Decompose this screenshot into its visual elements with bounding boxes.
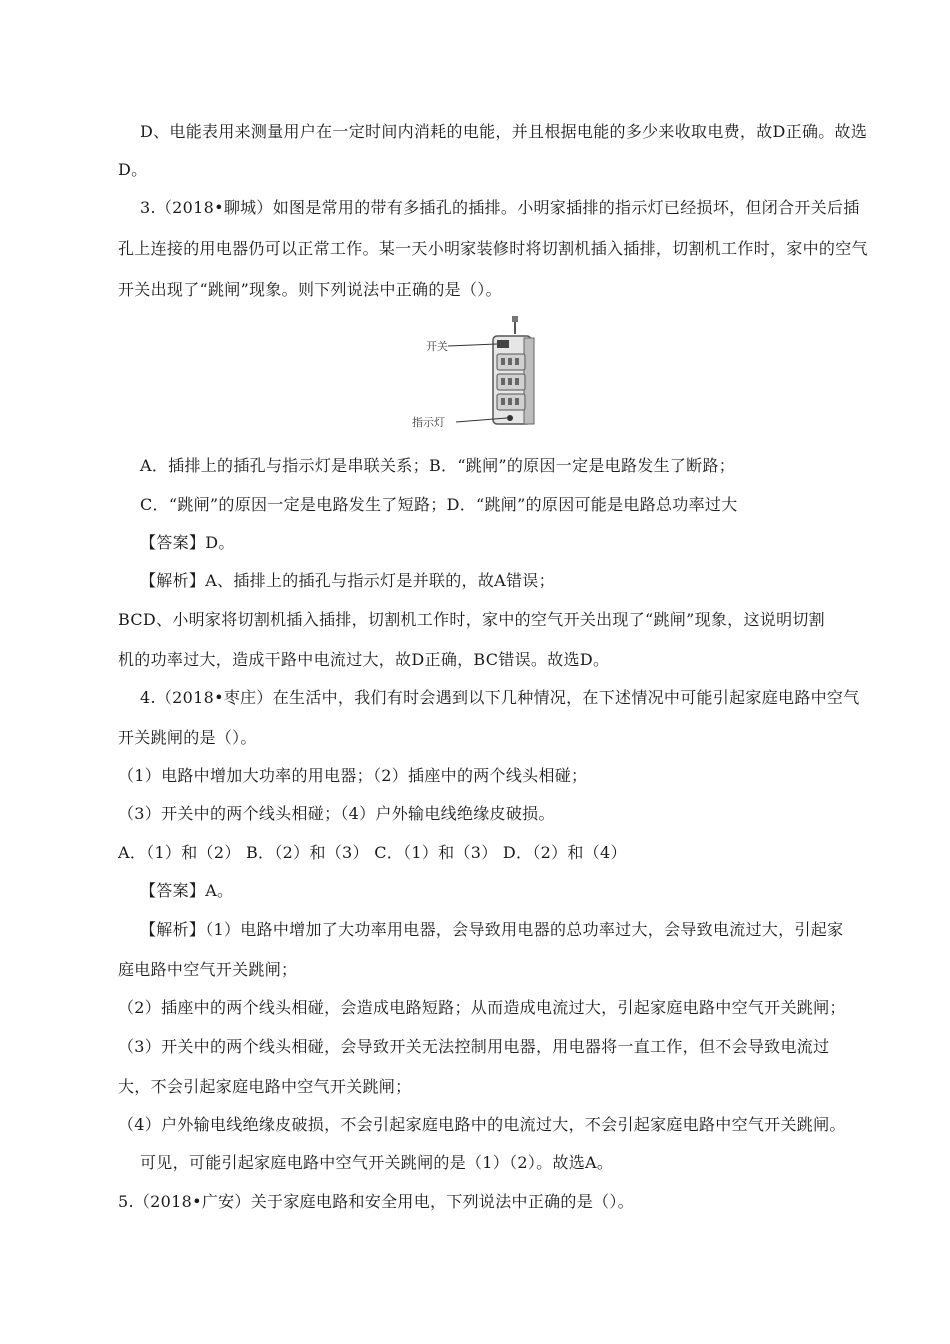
option-c-d: C．“跳闸”的原因一定是电路发生了短路；D．“跳闸”的原因可能是电路总功率过大	[140, 495, 738, 514]
question-3-line-3: 开关出现了“跳闸”现象。则下列说法中正确的是（）。	[118, 280, 502, 299]
question-4-item-1-2: （1）电路中增加大功率的用电器；（2）插座中的两个线头相碰；	[118, 766, 588, 785]
text-line-1: D、电能表用来测量用户在一定时间内消耗的电能，并且根据电能的多少来收取电费，故D正确。故选	[140, 122, 868, 141]
power-strip-figure	[400, 312, 550, 437]
question-4-line-2: 开关跳闸的是（）。	[118, 728, 257, 747]
answer-3: 【答案】D。	[140, 533, 235, 552]
power-strip-illustration	[400, 312, 550, 437]
analysis-3-line-3: 机的功率过大，造成干路中电流过大，故D正确，BC错误。故选D。	[118, 650, 610, 669]
analysis-4-line-3: （2）插座中的两个线头相碰，会造成电路短路；从而造成电流过大，引起家庭电路中空气开关跳闸；	[118, 998, 846, 1017]
analysis-4-line-4: （3）开关中的两个线头相碰，会导致开关无法控制用电器，用电器将一直工作，但不会导致电流过	[118, 1037, 830, 1056]
question-4-item-3-4: （3）开关中的两个线头相碰；（4）户外输电线绝缘皮破损。	[118, 804, 555, 823]
question-5-line-1: 5.（2018•广安）关于家庭电路和安全用电，下列说法中正确的是（）。	[118, 1192, 634, 1211]
analysis-3-line-1: 【解析】A、插排上的插孔与指示灯是并联的，故A错误；	[140, 571, 555, 590]
label-indicator: 指示灯	[412, 416, 445, 429]
analysis-3-line-2: BCD、小明家将切割机插入插排，切割机工作时，家中的空气开关出现了“跳闸”现象，这说明切割	[118, 610, 825, 629]
question-4-options: A．（1）和（2） B．（2）和（3） C．（1）和（3） D．（2）和（4）	[118, 843, 627, 862]
question-3-line-2: 孔上连接的用电器仍可以正常工作。某一天小明家装修时将切割机插入插排，切割机工作时，家中的空气	[118, 239, 868, 258]
label-switch: 开关	[426, 340, 448, 353]
question-4-line-1: 4.（2018•枣庄）在生活中，我们有时会遇到以下几种情况，在下述情况中可能引起家庭电路中空气	[140, 688, 860, 707]
option-a-b: A．插排上的插孔与指示灯是串联关系；B．“跳闸”的原因一定是电路发生了断路；	[140, 456, 736, 475]
analysis-4-line-5: 大，不会引起家庭电路中空气开关跳闸；	[118, 1077, 412, 1096]
analysis-4-line-1: 【解析】（1）电路中增加了大功率用电器，会导致用电器的总功率过大，会导致电流过大，引起家	[140, 920, 844, 939]
text-line-2: D。	[118, 160, 148, 179]
question-3-line-1: 3.（2018•聊城）如图是常用的带有多插孔的插排。小明家插排的指示灯已经损坏，但闭合开关后插	[140, 198, 860, 217]
analysis-4-conclusion: 可见，可能引起家庭电路中空气开关跳闸的是（1）（2）。故选A。	[140, 1153, 614, 1172]
analysis-4-line-2: 庭电路中空气开关跳闸；	[118, 960, 298, 979]
answer-4: 【答案】A。	[140, 881, 234, 900]
analysis-4-line-6: （4）户外输电线绝缘皮破损，不会引起家庭电路中的电流过大，不会引起家庭电路中空气开关跳闸。	[118, 1115, 846, 1134]
